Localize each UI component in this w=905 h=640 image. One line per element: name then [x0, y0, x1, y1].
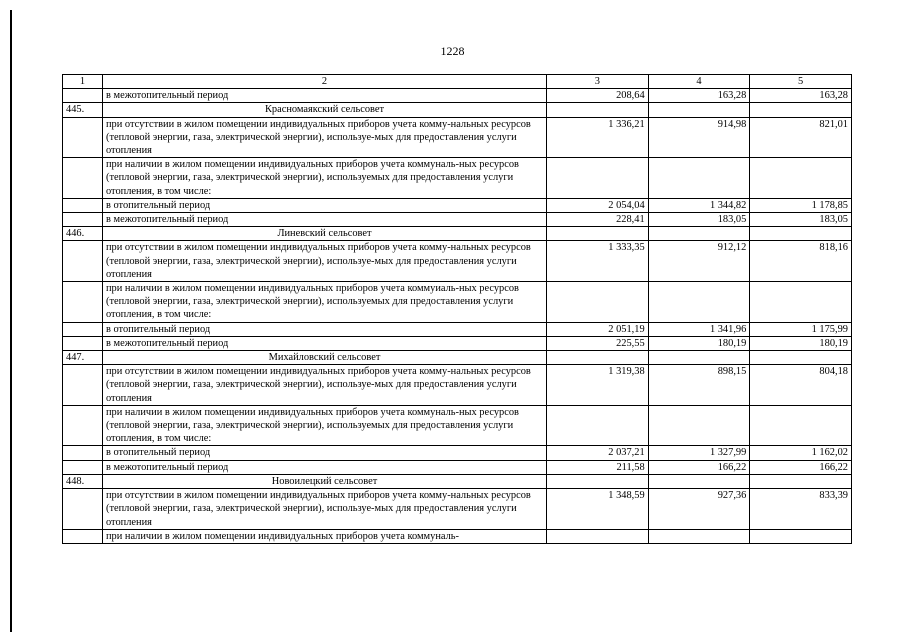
value-col-3: 1 333,35 — [547, 241, 649, 282]
value-col-3: 228,41 — [547, 213, 649, 227]
value-col-3: 2 051,19 — [547, 322, 649, 336]
value-col-5: 818,16 — [750, 241, 852, 282]
row-number — [63, 336, 103, 350]
section-row — [63, 103, 852, 117]
value-col-3: 1 319,38 — [547, 365, 649, 406]
header-cell-1: 1 — [63, 75, 103, 89]
value-col-3 — [547, 282, 649, 323]
tariff-table — [62, 74, 852, 544]
table-row — [63, 365, 852, 406]
section-blank-cell — [648, 227, 750, 241]
row-description: при отсутствии в жилом помещении индивидуальных приборов учета комму-нальных ресурсов (тепловой энергии, газа, электрической энергии), используе-мых для предоставления услуги отопления — [103, 117, 547, 158]
value-col-4: 183,05 — [648, 213, 750, 227]
value-col-5: 804,18 — [750, 365, 852, 406]
table-row — [63, 336, 852, 350]
header-cell-5: 5 — [750, 75, 852, 89]
table-body — [63, 75, 852, 544]
value-col-4 — [648, 158, 750, 199]
row-number: 445. — [63, 103, 103, 117]
scan-edge-line — [10, 10, 12, 632]
row-number: 446. — [63, 227, 103, 241]
section-blank-cell — [547, 103, 649, 117]
section-blank-cell — [750, 474, 852, 488]
row-number — [63, 241, 103, 282]
value-col-5: 180,19 — [750, 336, 852, 350]
row-number — [63, 460, 103, 474]
row-description: при отсутствии в жилом помещении индивидуальных приборов учета комму-нальных ресурсов (тепловой энергии, газа, электрической энергии), используе-мых для предоставления услуги отопления — [103, 241, 547, 282]
value-col-4: 1 327,99 — [648, 446, 750, 460]
row-number — [63, 322, 103, 336]
value-col-4: 180,19 — [648, 336, 750, 350]
table-row — [63, 282, 852, 323]
row-description: при наличии в жилом помещении индивидуальных приборов учета коммуиаль-ных ресурсов (тепловой энергии, газа, электрической энергии), используемых для предоставления услуги отопления, в том числе: — [103, 282, 547, 323]
row-description: при наличии в жилом помещении индивидуальных приборов учета коммуналь-ных ресурсов (тепловой энергии, газа, электрической энергии), используемых для предоставления услуги отопления, в том числе: — [103, 405, 547, 446]
value-col-5: 166,22 — [750, 460, 852, 474]
value-col-4: 166,22 — [648, 460, 750, 474]
table-row — [63, 460, 852, 474]
row-number — [63, 198, 103, 212]
row-description: в отопительный период — [103, 322, 547, 336]
value-col-4 — [648, 282, 750, 323]
value-col-5: 821,01 — [750, 117, 852, 158]
table-row — [63, 117, 852, 158]
section-title: Михайловский сельсовет — [103, 351, 547, 365]
row-description: в межотопительный период — [103, 336, 547, 350]
table-row — [63, 405, 852, 446]
value-col-4 — [648, 405, 750, 446]
value-col-3 — [547, 529, 649, 543]
value-col-5 — [750, 158, 852, 199]
row-description: при наличии в жилом помещении индивидуальных приборов учета коммуналь- — [103, 529, 547, 543]
page-number: 1228 — [440, 44, 465, 58]
header-cell-4: 4 — [648, 75, 750, 89]
section-blank-cell — [750, 103, 852, 117]
section-blank-cell — [547, 351, 649, 365]
section-blank-cell — [750, 351, 852, 365]
row-description: при отсутствии в жилом помещении индивидуальных приборов учета комму-нальных ресурсов (тепловой энергии, газа, электрической энергии), используе-мых для предоставления услуги отопления — [103, 489, 547, 530]
row-number — [63, 117, 103, 158]
value-col-4: 912,12 — [648, 241, 750, 282]
value-col-3: 208,64 — [547, 89, 649, 103]
value-col-3: 225,55 — [547, 336, 649, 350]
row-number — [63, 213, 103, 227]
row-number — [63, 489, 103, 530]
row-number — [63, 405, 103, 446]
section-row — [63, 227, 852, 241]
section-title: Линевский сельсовет — [103, 227, 547, 241]
section-title: Новоилецкий сельсовет — [103, 474, 547, 488]
section-row — [63, 351, 852, 365]
table-row — [63, 158, 852, 199]
row-description: в отопительный период — [103, 446, 547, 460]
row-description: в межотопительный период — [103, 213, 547, 227]
value-col-5: 163,28 — [750, 89, 852, 103]
row-number: 447. — [63, 351, 103, 365]
table-row — [63, 446, 852, 460]
section-blank-cell — [750, 227, 852, 241]
value-col-4 — [648, 529, 750, 543]
value-col-5: 833,39 — [750, 489, 852, 530]
table-row — [63, 89, 852, 103]
value-col-4: 927,36 — [648, 489, 750, 530]
table-row — [63, 213, 852, 227]
row-number — [63, 89, 103, 103]
value-col-3 — [547, 158, 649, 199]
value-col-4: 914,98 — [648, 117, 750, 158]
row-number — [63, 446, 103, 460]
table-row — [63, 489, 852, 530]
header-row — [63, 75, 852, 89]
value-col-3: 1 336,21 — [547, 117, 649, 158]
section-blank-cell — [547, 227, 649, 241]
section-title: Красномаякский сельсовет — [103, 103, 547, 117]
section-blank-cell — [648, 474, 750, 488]
row-number — [63, 529, 103, 543]
value-col-5: 1 162,02 — [750, 446, 852, 460]
value-col-5: 1 178,85 — [750, 198, 852, 212]
row-number — [63, 282, 103, 323]
row-description: в отопительный период — [103, 198, 547, 212]
value-col-4: 1 341,96 — [648, 322, 750, 336]
value-col-3 — [547, 405, 649, 446]
value-col-4: 1 344,82 — [648, 198, 750, 212]
table-row — [63, 529, 852, 543]
table-row — [63, 198, 852, 212]
section-blank-cell — [648, 351, 750, 365]
header-cell-3: 3 — [547, 75, 649, 89]
row-number — [63, 158, 103, 199]
value-col-5 — [750, 529, 852, 543]
value-col-5 — [750, 282, 852, 323]
section-row — [63, 474, 852, 488]
value-col-4: 898,15 — [648, 365, 750, 406]
row-number: 448. — [63, 474, 103, 488]
row-description: при наличии в жилом помещении индивидуальных приборов учета коммуналь-ных ресурсов (тепловой энергии, газа, электрической энергии), используемых для предоставления услуги отопления, в том числе: — [103, 158, 547, 199]
row-description: при отсутствии в жилом помещении индивидуальных приборов учета комму-нальных ресурсов (тепловой энергии, газа, электрической энергии), используе-мых для предоставления услуги отопления — [103, 365, 547, 406]
section-blank-cell — [648, 103, 750, 117]
row-number — [63, 365, 103, 406]
value-col-5 — [750, 405, 852, 446]
table-row — [63, 241, 852, 282]
row-description: в межотопительный период — [103, 89, 547, 103]
value-col-5: 1 175,99 — [750, 322, 852, 336]
value-col-5: 183,05 — [750, 213, 852, 227]
value-col-4: 163,28 — [648, 89, 750, 103]
section-blank-cell — [547, 474, 649, 488]
value-col-3: 211,58 — [547, 460, 649, 474]
header-cell-2: 2 — [103, 75, 547, 89]
table-row — [63, 322, 852, 336]
value-col-3: 2 037,21 — [547, 446, 649, 460]
value-col-3: 1 348,59 — [547, 489, 649, 530]
value-col-3: 2 054,04 — [547, 198, 649, 212]
row-description: в межотопительный период — [103, 460, 547, 474]
